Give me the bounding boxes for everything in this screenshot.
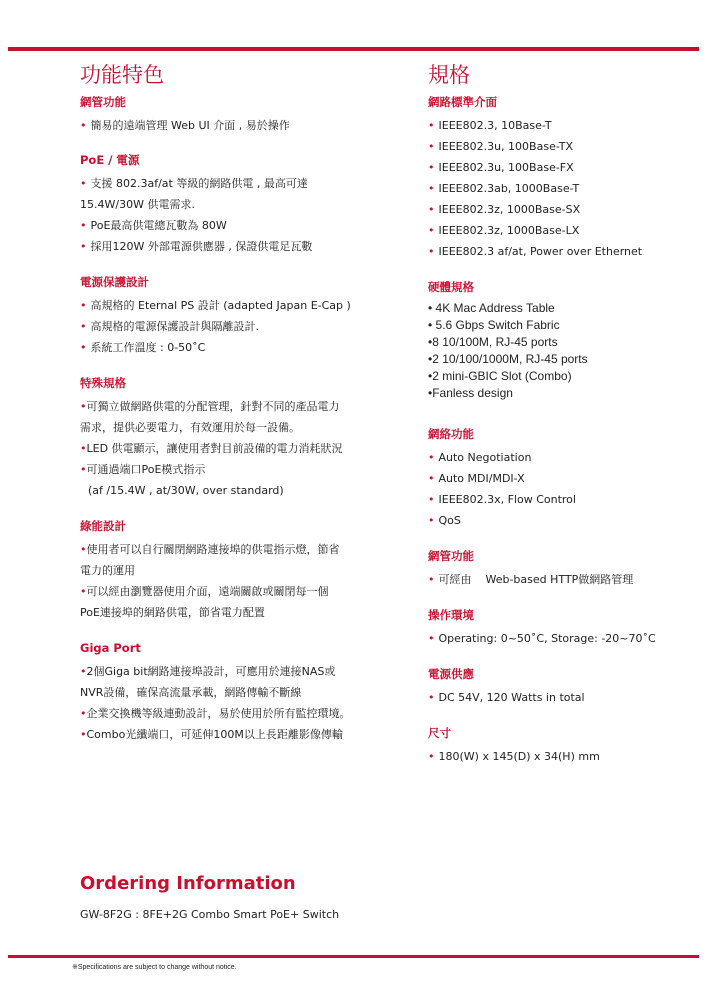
hardware-item: •2 10/100/1000M, RJ-45 ports	[428, 352, 588, 366]
protect-heading: 電源保護設計	[80, 275, 149, 289]
poe-item: • PoE最高供電總瓦數為 80W	[80, 219, 227, 232]
mgmt-heading: 網管功能	[80, 95, 126, 109]
features-column	[80, 62, 410, 745]
poe-item: • 採用120W 外部電源供應器 , 保證供電足瓦數	[80, 240, 313, 253]
network-item: • QoS	[428, 514, 461, 527]
giga-item: NVR設備，確保高流量承載，網路傳輸不斷線	[80, 686, 302, 699]
hardware-list	[428, 300, 698, 402]
giga-item: •Combo光纖端口，可延伸100M以上長距離影像傳輸	[80, 728, 343, 741]
power-item: • DC 54V, 120 Watts in total	[428, 691, 585, 704]
special-heading: 特殊規格	[80, 376, 126, 390]
network-item: • Auto Negotiation	[428, 451, 532, 464]
spec-mgmt-heading: 網管功能	[428, 549, 474, 563]
env-heading: 操作環境	[428, 608, 474, 622]
ordering-title: Ordering Information	[80, 873, 296, 894]
network-heading: 網絡功能	[428, 427, 474, 441]
special-item: •可通過端口PoE模式指示	[80, 463, 206, 476]
green-item: •使用者可以自行關閉網路連接埠的供電指示燈，節省	[80, 543, 340, 556]
spec-mgmt-item: • 可經由 Web-based HTTP做網路管理	[428, 573, 634, 586]
hardware-item: •8 10/100M, RJ-45 ports	[428, 335, 558, 349]
green-item: PoE連接埠的網路供電，節省電力配置	[80, 606, 265, 619]
green-heading: 綠能設計	[80, 519, 126, 533]
env-item: • Operating: 0~50˚C, Storage: -20~70˚C	[428, 632, 656, 645]
standards-item: • IEEE802.3z, 1000Base-SX	[428, 203, 581, 216]
standards-item: • IEEE802.3 af/at, Power over Ethernet	[428, 245, 643, 258]
hardware-heading: 硬體規格	[428, 280, 474, 294]
standards-item: • IEEE802.3z, 1000Base-LX	[428, 224, 580, 237]
features-title: 功能特色	[80, 63, 164, 87]
footer-note: ※Specifications are subject to change without notice.	[72, 964, 237, 971]
hardware-item: • 5.6 Gbps Switch Fabric	[428, 318, 560, 332]
size-heading: 尺寸	[428, 726, 451, 740]
special-item: •LED 供電顯示，讓使用者對目前設備的電力消耗狀況	[80, 442, 343, 455]
hardware-item: •2 mini-GBIC Slot (Combo)	[428, 369, 572, 383]
protect-item: • 高規格的電源保護設計與隔離設計.	[80, 320, 259, 333]
power-heading: 電源供應	[428, 667, 474, 681]
giga-item: •企業交換機等級連動設計，易於使用於所有監控環境。	[80, 707, 351, 720]
network-item: • Auto MDI/MDI-X	[428, 472, 525, 485]
giga-item: •2個Giga bit網路連接埠設計，可應用於連接NAS或	[80, 665, 336, 678]
green-item: •可以經由瀏覽器使用介面，遠端關啟或關閉每一個	[80, 585, 329, 598]
green-item: 電力的運用	[80, 564, 135, 577]
standards-item: • IEEE802.3u, 100Base-FX	[428, 161, 574, 174]
specs-title: 規格	[428, 63, 470, 87]
poe-heading: PoE / 電源	[80, 153, 140, 167]
specs-column	[428, 62, 698, 767]
poe-item: • 支援 802.3af/at 等級的網路供電 , 最高可達	[80, 177, 308, 190]
special-item: •可獨立做網路供電的分配管理，針對不同的產品電力	[80, 400, 340, 413]
hardware-item: • 4K Mac Address Table	[428, 301, 555, 315]
mgmt-item: • 簡易的遠端管理 Web UI 介面 , 易於操作	[80, 119, 290, 132]
top-rule	[8, 47, 699, 51]
special-item: 需求，提供必要電力，有效運用於每一設備。	[80, 421, 300, 434]
special-item: (af /15.4W , at/30W, over standard)	[88, 484, 284, 497]
ordering-line: GW-8F2G : 8FE+2G Combo Smart PoE+ Switch	[80, 908, 340, 921]
network-item: • IEEE802.3x, Flow Control	[428, 493, 576, 506]
standards-item: • IEEE802.3u, 100Base-TX	[428, 140, 574, 153]
standards-item: • IEEE802.3ab, 1000Base-T	[428, 182, 580, 195]
bottom-rule	[8, 955, 699, 958]
hardware-item: •Fanless design	[428, 386, 513, 400]
standards-heading: 網路標準介面	[428, 95, 497, 109]
size-item: • 180(W) x 145(D) x 34(H) mm	[428, 750, 600, 763]
protect-item: • 系統工作溫度 : 0-50˚C	[80, 341, 206, 354]
poe-item: 15.4W/30W 供電需求.	[80, 198, 195, 211]
protect-item: • 高規格的 Eternal PS 設計 (adapted Japan E-Cap )	[80, 299, 351, 312]
giga-heading: Giga Port	[80, 641, 141, 655]
standards-item: • IEEE802.3, 10Base-T	[428, 119, 552, 132]
